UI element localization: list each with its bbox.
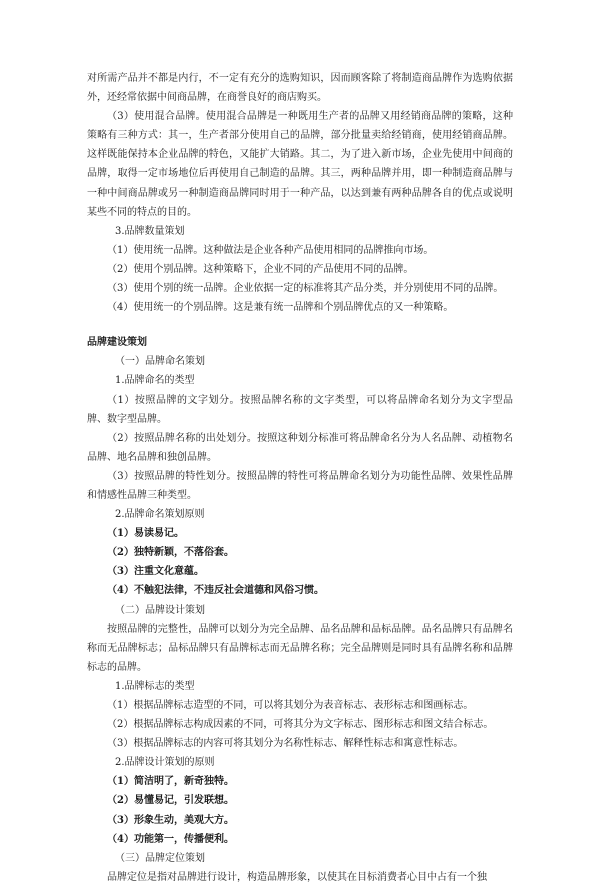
paragraph-continuation: 对所需产品并不都是内行，不一定有充分的选购知识，因而顾客除了将制造商品牌作为选购依据外，还经常依据中间商品牌，在商誉良好的商店购买。 bbox=[87, 73, 513, 104]
list-item: （1）按照品牌的文字划分。按照品牌名称的文字类型，可以将品牌命名划分为文字型品牌、数字型品牌。 bbox=[87, 394, 513, 425]
subsection-naming: （一）品牌命名策划 bbox=[115, 356, 205, 368]
list-item: （2）根据品牌标志构成因素的不同，可将其分为文字标志、图形标志和图文结合标志。 bbox=[107, 719, 494, 731]
subheading-naming-principles: 2.品牌命名策划原则 bbox=[115, 509, 205, 521]
subsection-design: （二）品牌设计策划 bbox=[115, 604, 205, 616]
list-item-bold: （1）简洁明了，新奇独特。 bbox=[107, 776, 234, 788]
list-item-bold: （3）注重文化意蕴。 bbox=[107, 566, 204, 578]
list-item-bold: （3）形象生动，美观大方。 bbox=[107, 814, 234, 826]
list-item-bold: （1）易读易记。 bbox=[107, 528, 184, 540]
section-heading-brand-building: 品牌建设策划 bbox=[87, 337, 147, 349]
list-item: （3）使用个别的统一品牌。企业依据一定的标准将其产品分类，并分别使用不同的品牌。 bbox=[107, 283, 504, 295]
subsection-positioning: （三）品牌定位策划 bbox=[115, 852, 205, 864]
subheading-logo-types: 1.品牌标志的类型 bbox=[115, 680, 195, 692]
list-item-bold: （4）功能第一，传播便利。 bbox=[107, 833, 234, 845]
list-item: （2）按照品牌名称的出处划分。按照这种划分标准可将品牌命名分为人名品牌、动植物名品牌、地名品牌和独创品牌。 bbox=[87, 432, 513, 463]
list-item: （3）按照品牌的特性划分。按照品牌的特性可将品牌命名划分为功能性品牌、效果性品牌和情感性品牌三种类型。 bbox=[87, 470, 513, 501]
subheading-naming-types: 1.品牌命名的类型 bbox=[115, 375, 195, 387]
list-item: （2）使用个别品牌。这种策略下，企业不同的产品使用不同的品牌。 bbox=[107, 263, 414, 275]
paragraph-mixed-brand: （3）使用混合品牌。使用混合品牌是一种既用生产者的品牌又用经销商品牌的策略，这种策略有三种方式：其一，生产者部分使用自己的品牌，部分批量卖给经销商，使用经销商品牌。这样既能保持本企业品牌的特色，又能扩大销路。其二，为了进入新市场，企业先使用中间商的品牌，取得一定市场地位后再使用自己制造的品牌。其三，两种品牌并用，即一种制造商品牌与一种中间商品牌或另一种制造商品牌同时用于一种产品，以达到兼有两种品牌各自的优点或说明某些不同的特点的目的。 bbox=[87, 111, 513, 218]
paragraph-design-intro: 按照品牌的完整性，品牌可以划分为完全品牌、品名品牌和品标品牌。品名品牌只有品牌名称而无品牌标志；品标品牌只有品牌标志而无品牌名称；完全品牌则是同时具有品牌名称和品牌标志的品牌。 bbox=[87, 623, 513, 673]
subheading-brand-quantity: 3.品牌数量策划 bbox=[115, 225, 185, 237]
list-item-bold: （4）不触犯法律，不违反社会道德和风俗习惯。 bbox=[107, 585, 324, 597]
paragraph-positioning: 品牌定位是指对品牌进行设计，构造品牌形象，以使其在目标消费者心目中占有一个独 bbox=[107, 871, 487, 883]
list-item-bold: （2）易懂易记，引发联想。 bbox=[107, 795, 234, 807]
list-item: （1）使用统一品牌。这种做法是企业各种产品使用相同的品牌推向市场。 bbox=[107, 244, 434, 256]
list-item: （1）根据品牌标志造型的不同，可以将其划分为表音标志、表形标志和图画标志。 bbox=[107, 700, 474, 711]
list-item: （3）根据品牌标志的内容可将其划分为名称性标志、解释性标志和寓意性标志。 bbox=[107, 738, 464, 750]
subheading-design-principles: 2.品牌设计策划的原则 bbox=[115, 757, 215, 769]
list-item: （4）使用统一的个别品牌。这是兼有统一品牌和个别品牌优点的又一种策略。 bbox=[107, 302, 454, 314]
list-item-bold: （2）独特新颖，不落俗套。 bbox=[107, 547, 234, 559]
